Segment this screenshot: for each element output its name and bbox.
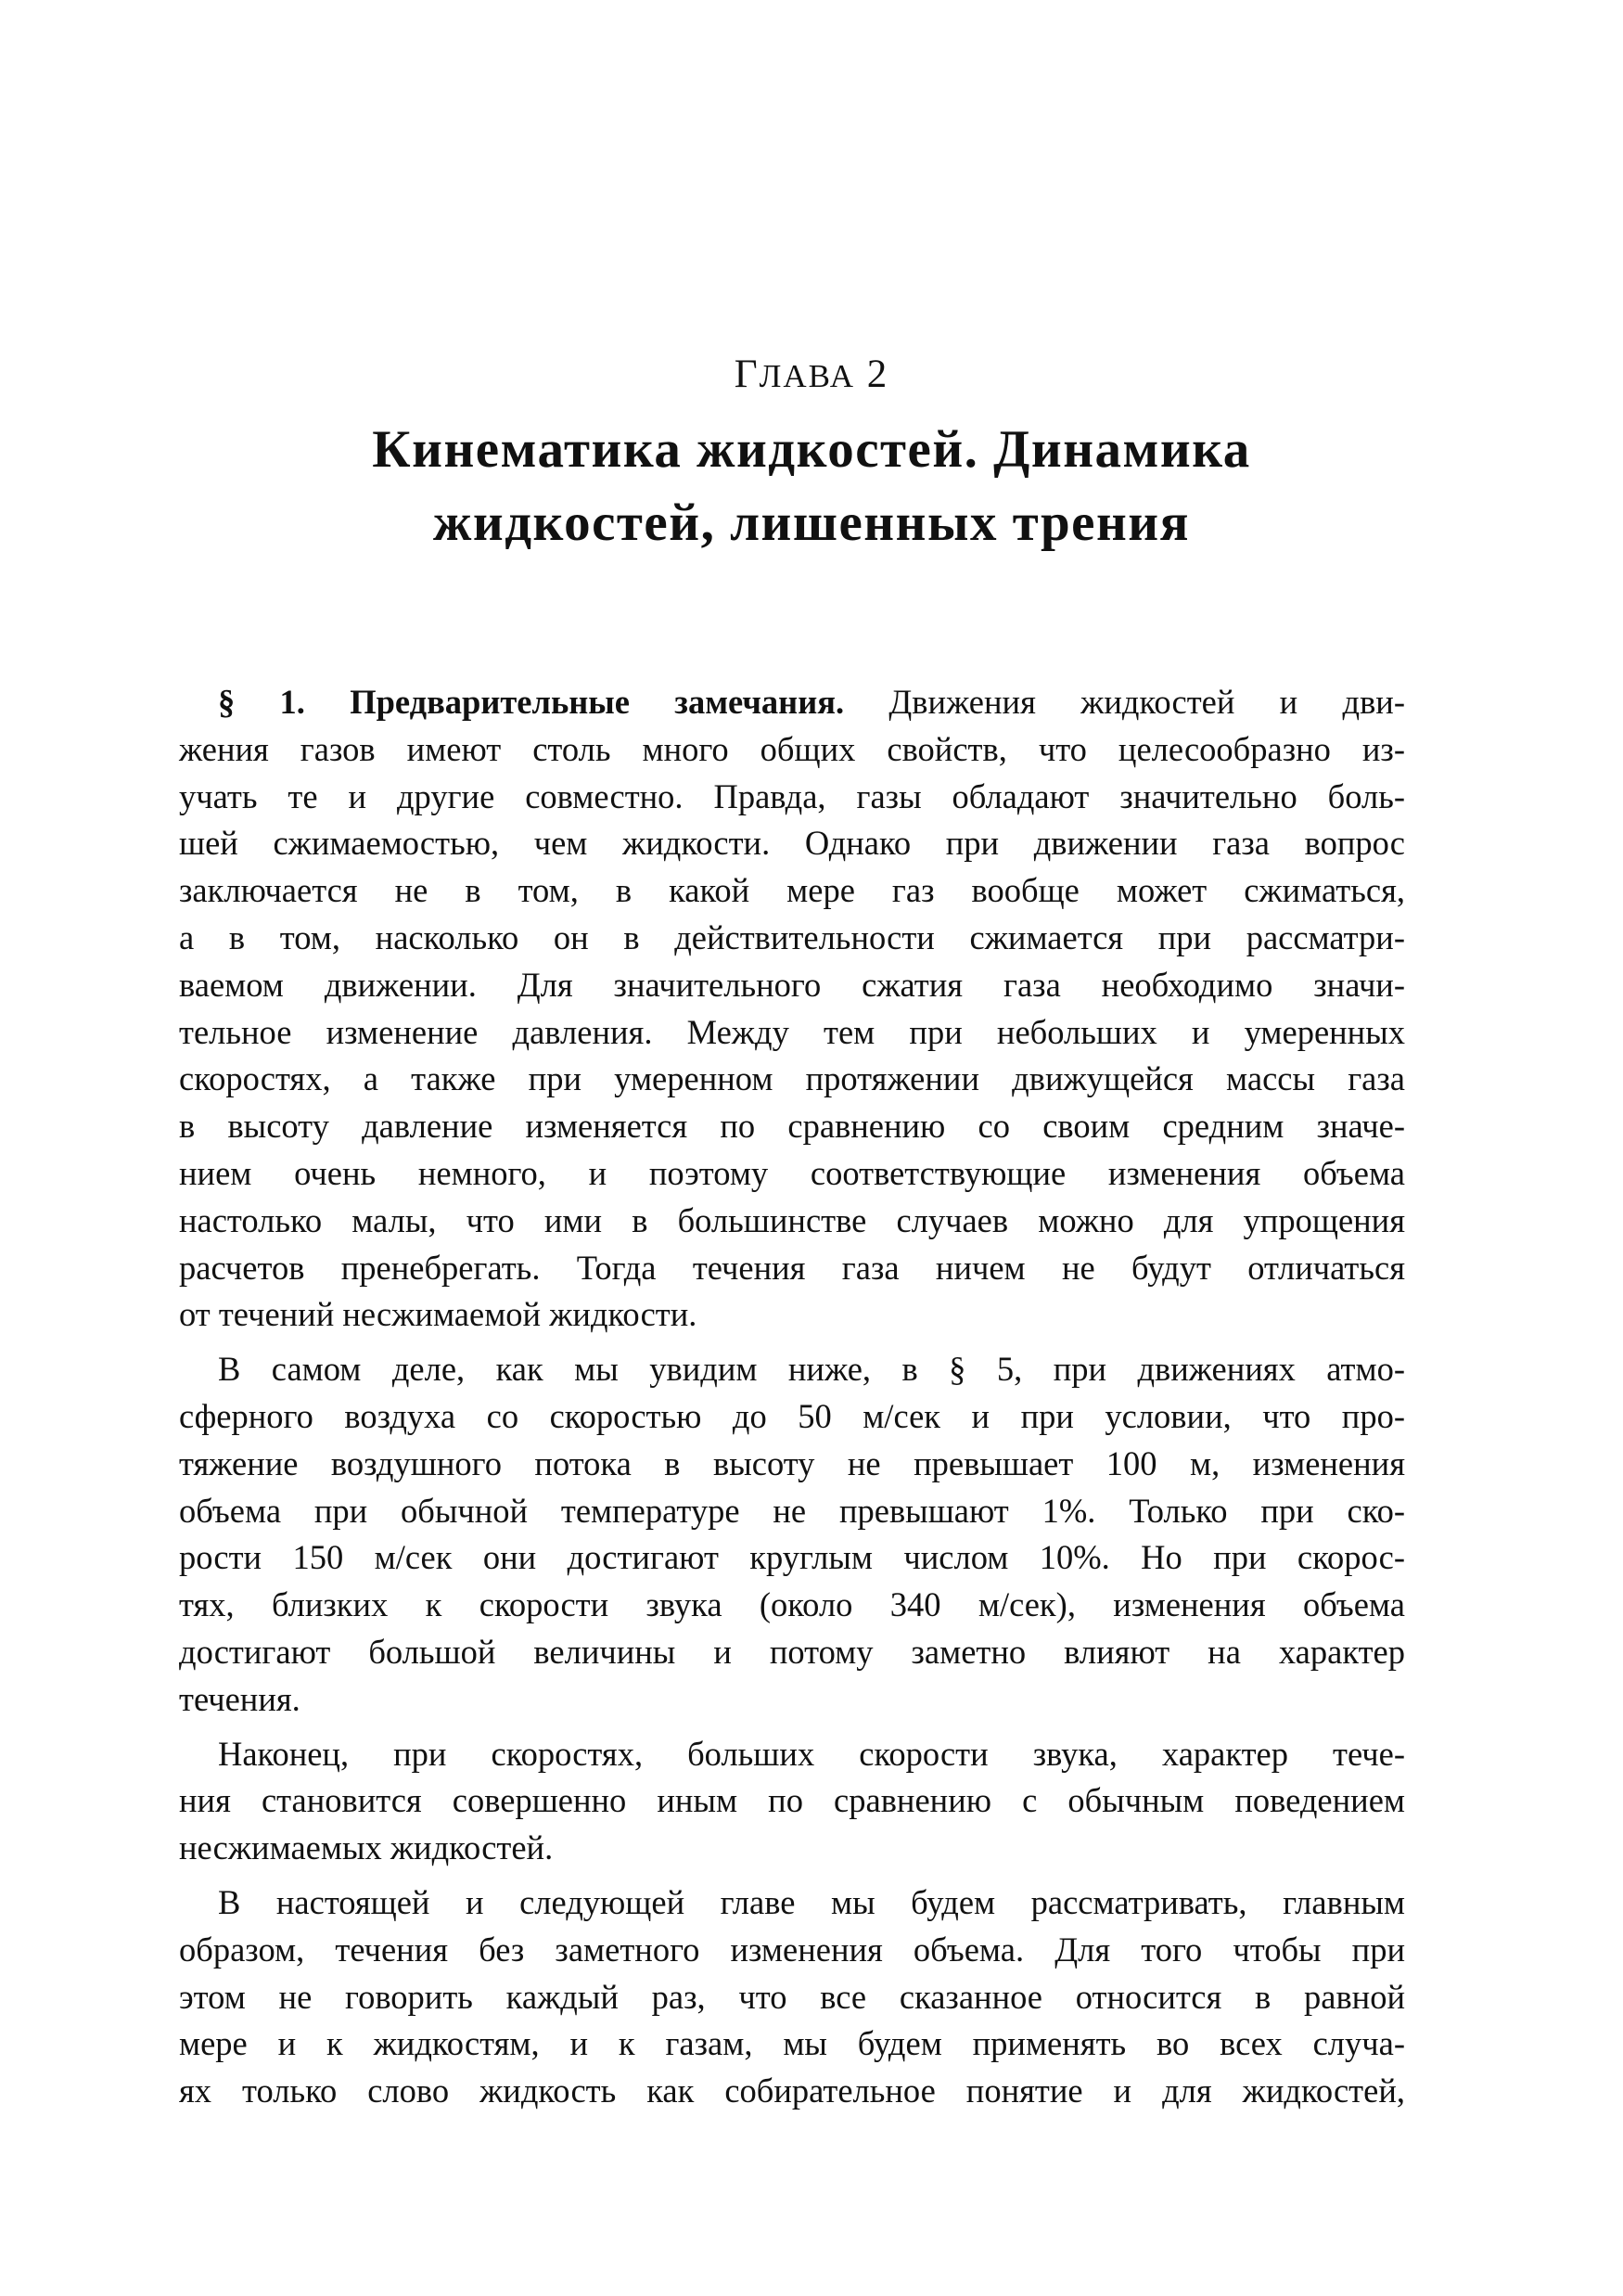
- chapter-title-line: Кинематика жидкостей. Динамика: [372, 420, 1251, 479]
- text-line: тях, близких к скорости звука (около 340 м/сек), изменения объема: [179, 1585, 1405, 1624]
- section-heading: § 1. Предварительные замечания.: [218, 683, 845, 721]
- text-line: В настоящей и следующей главе мы будем рассматривать, главным: [218, 1882, 1405, 1921]
- text-line: рости 150 м/сек они достигают круглым числом 10%. Но при скорос-: [179, 1538, 1405, 1577]
- text-line: образом, течения без заметного изменения объема. Для того чтобы при: [179, 1930, 1405, 1969]
- text-line: нием очень немного, и поэтому соответствующие изменения объема: [179, 1153, 1405, 1192]
- text-line: Наконец, при скоростях, больших скорости звука, характер тече-: [218, 1734, 1405, 1773]
- text-line: сферного воздуха со скоростью до 50 м/сек и при условии, что про-: [179, 1396, 1405, 1435]
- paragraph: [179, 1731, 1405, 1872]
- chapter-label-initial: Г: [734, 353, 760, 396]
- text-line: а в том, насколько он в действительности сжимается при рассматри-: [179, 917, 1405, 956]
- text-line: настолько малы, что ими в большинстве случаев можно для упрощения: [179, 1200, 1405, 1239]
- text-line: мере и к жидкостям, и к газам, мы будем применять во всех случа-: [179, 2024, 1405, 2063]
- chapter-label-rest: ЛАВА: [759, 358, 856, 394]
- text-line: ваемом движении. Для значительного сжатия газа необходимо значи-: [179, 965, 1405, 1004]
- text-line: тяжение воздушного потока в высоту не превышает 100 м, изменения: [179, 1443, 1405, 1482]
- text-line: скоростях, а также при умеренном протяжении движущейся массы газа: [179, 1059, 1405, 1098]
- text-line: достигают большой величины и потому заметно влияют на характер: [179, 1632, 1405, 1671]
- text-line-content: Движения жидкостей и дви-: [844, 683, 1405, 721]
- text-line: учать те и другие совместно. Правда, газы обладают значительно боль-: [179, 776, 1405, 815]
- text-line: от течений несжимаемой жидкости.: [179, 1295, 697, 1334]
- text-line: [179, 679, 1405, 726]
- text-line: расчетов пренебрегать. Тогда течения газа ничем не будут отличаться: [179, 1248, 1405, 1287]
- text-line: в высоту давление изменяется по сравнению со своим средним значе-: [179, 1107, 1405, 1146]
- chapter-label: [0, 351, 1623, 401]
- chapter-number: 2: [866, 353, 889, 396]
- text-line: шей сжимаемостью, чем жидкости. Однако при движении газа вопрос: [179, 824, 1405, 863]
- paragraph: [179, 1346, 1405, 1723]
- paragraph: [179, 679, 1405, 1339]
- text-line: тельное изменение давления. Между тем при небольших и умеренных: [179, 1012, 1405, 1051]
- chapter-title-line: жидкостей, лишенных трения: [433, 494, 1190, 552]
- text-line: ях только слово жидкость как собирательное понятие и для жидкостей,: [179, 2072, 1405, 2110]
- text-line: В самом деле, как мы увидим ниже, в § 5, при движениях атмо-: [218, 1350, 1405, 1389]
- text-line: несжимаемых жидкостей.: [179, 1828, 554, 1867]
- text-line: объема при обычной температуре не превышают 1%. Только при ско-: [179, 1491, 1405, 1530]
- text-line: течения.: [179, 1679, 300, 1718]
- chapter-title: [0, 413, 1623, 559]
- text-line: жения газов имеют столь много общих свойств, что целесообразно из-: [179, 729, 1405, 768]
- text-line: этом не говорить каждый раз, что все сказанное относится в равной: [179, 1977, 1405, 2016]
- body-text: [179, 679, 1405, 2115]
- paragraph: [179, 1879, 1405, 2115]
- text-line: заключается не в том, в какой мере газ вообще может сжиматься,: [179, 871, 1405, 910]
- text-line: ния становится совершенно иным по сравнению с обычным поведением: [179, 1781, 1405, 1820]
